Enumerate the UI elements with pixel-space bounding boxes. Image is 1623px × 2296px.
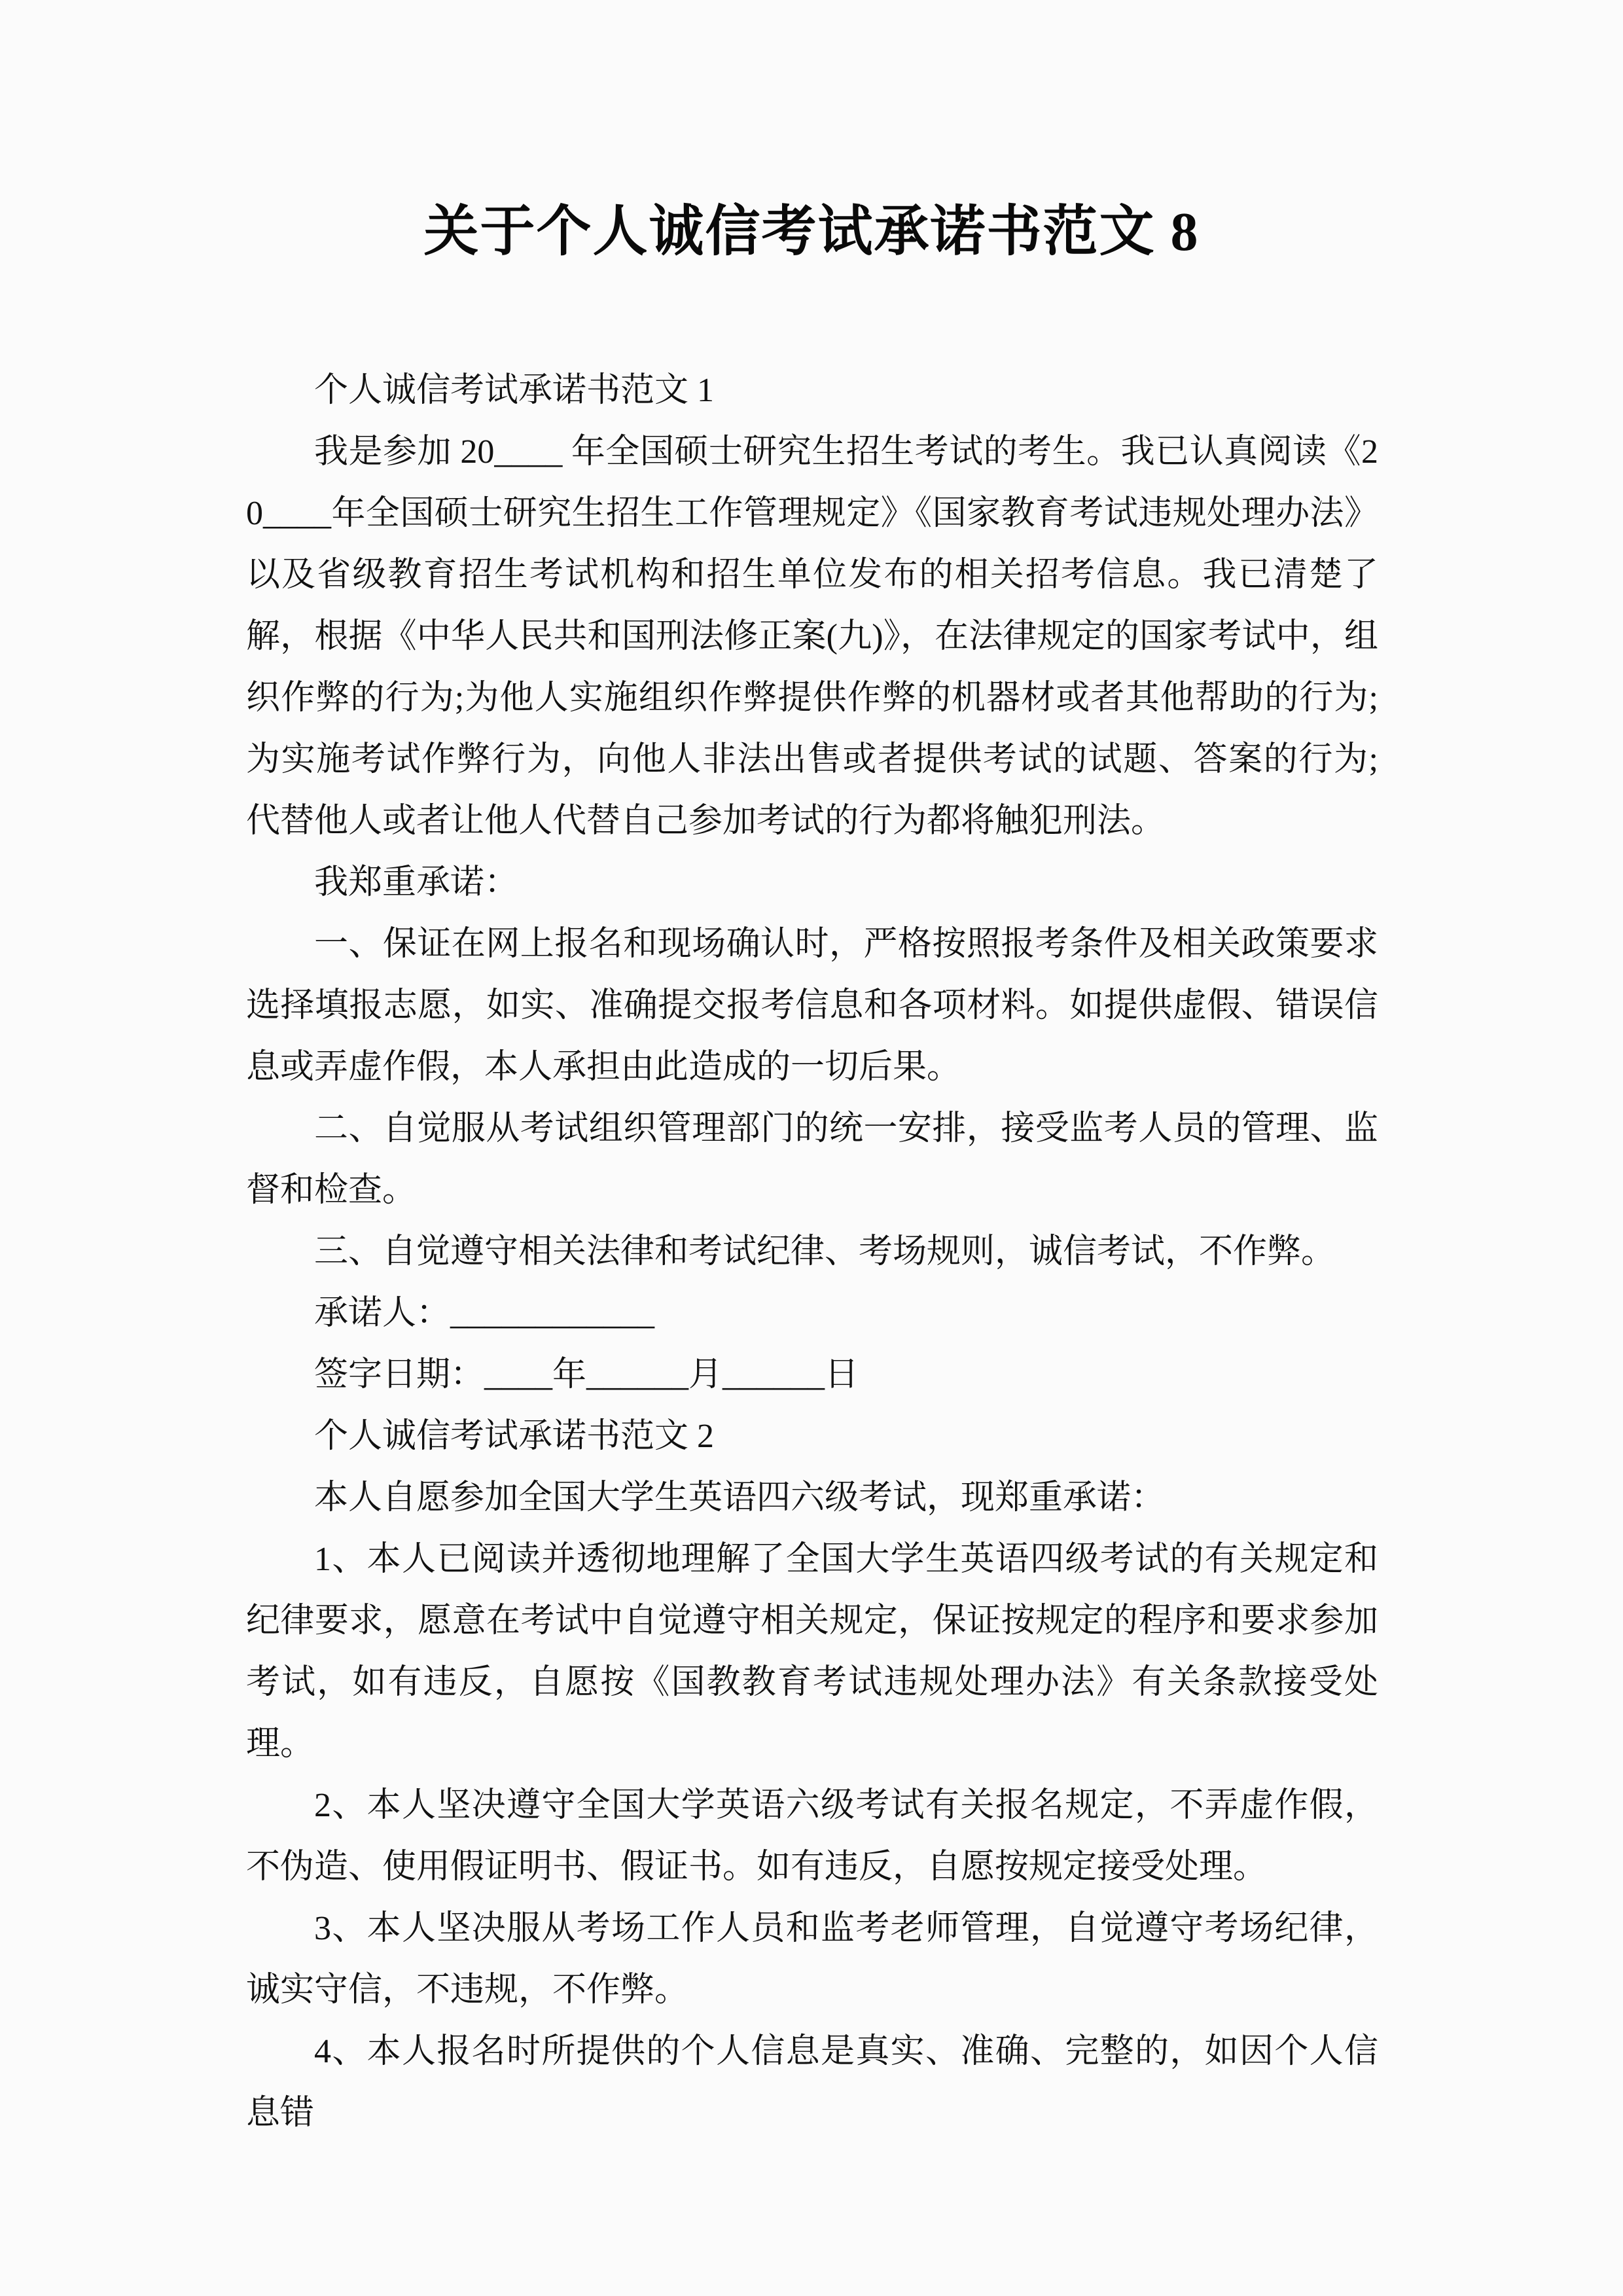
pledge-item-three: 三、自觉遵守相关法律和考试纪律、考场规则，诚信考试，不作弊。	[314, 1233, 1336, 1270]
document-title: 关于个人诚信考试承诺书范文 8	[423, 202, 1200, 262]
sample2-item-3: 3、本人坚决服从考场工作人员和监考老师管理，自觉遵守考场纪律，诚实守信，不违规，不作弊。	[246, 1910, 1378, 2009]
pledge-item-two: 二、自觉服从考试组织管理部门的统一安排，接受监考人员的管理、监督和检查。	[246, 1110, 1378, 1209]
sample2-heading: 个人诚信考试承诺书范文 2	[314, 1418, 715, 1455]
sample2-item-2: 2、本人坚决遵守全国大学英语六级考试有关报名规定，不弄虚作假，不伪造、使用假证明书、假证书。如有违反，自愿按规定接受处理。	[246, 1787, 1378, 1886]
sample2-item-4: 4、本人报名时所提供的个人信息是真实、准确、完整的，如因个人信息错	[246, 2033, 1378, 2132]
signer-line: 承诺人：____________	[314, 1295, 655, 1332]
sample1-heading: 个人诚信考试承诺书范文 1	[314, 372, 715, 409]
sign-date-line: 签字日期：____年______月______日	[314, 1356, 859, 1393]
sample2-item-1: 1、本人已阅读并透彻地理解了全国大学生英语四级考试的有关规定和纪律要求，愿意在考试中自觉遵守相关规定，保证按规定的程序和要求参加考试，如有违反，自愿按《国教教育考试违规处理办法》有关条款接受处理。	[246, 1541, 1378, 1763]
document-body	[246, 360, 1378, 2144]
sample1-intro-paragraph: 我是参加 20____ 年全国硕士研究生招生考试的考生。我已认真阅读《20____年全国硕士研究生招生工作管理规定》《国家教育考试违规处理办法》以及省级教育招生考试机构和招生单位发布的相关招考信息。我已清楚了解，根据《中华人民共和国刑法修正案(九)》，在法律规定的国家考试中，组织作弊的行为;为他人实施组织作弊提供作弊的机器材或者其他帮助的行为;为实施考试作弊行为，向他人非法出售或者提供考试的试题、答案的行为;代替他人或者让他人代替自己参加考试的行为都将触犯刑法。	[246, 433, 1378, 840]
pledge-lead-in: 我郑重承诺：	[314, 864, 519, 901]
pledge-item-one: 一、保证在网上报名和现场确认时，严格按照报考条件及相关政策要求选择填报志愿，如实、准确提交报考信息和各项材料。如提供虚假、错误信息或弄虚作假，本人承担由此造成的一切后果。	[246, 925, 1378, 1086]
sample2-intro-paragraph: 本人自愿参加全国大学生英语四六级考试，现郑重承诺：	[314, 1479, 1166, 1516]
